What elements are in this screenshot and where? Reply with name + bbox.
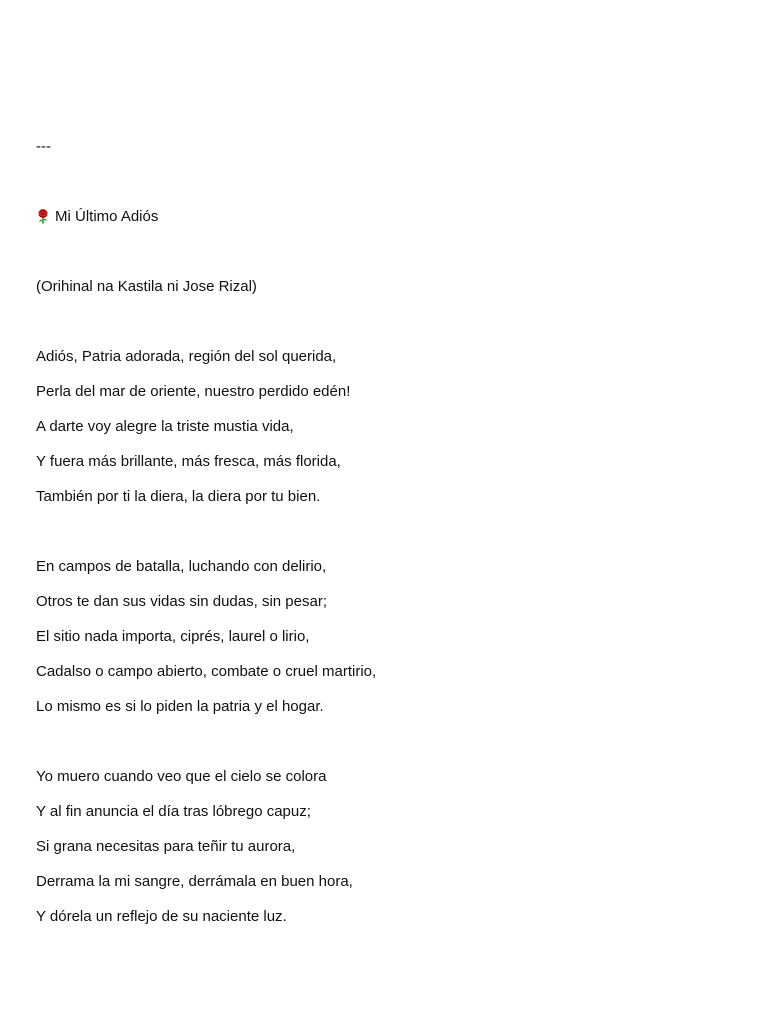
verse-line: Otros te dan sus vidas sin dudas, sin pesar; (36, 593, 327, 610)
verse-line: Derrama la mi sangre, derrámala en buen hora, (36, 873, 353, 890)
spacer (36, 312, 736, 347)
verse-line: Perla del mar de oriente, nuestro perdido edén! (36, 383, 351, 400)
spacer (36, 242, 736, 277)
verse-line: También por ti la diera, la diera por tu bien. (36, 488, 321, 505)
verse-line: Yo muero cuando veo que el cielo se colora (36, 768, 327, 785)
spacer (36, 732, 736, 767)
poem-title-text: Mi Último Adiós (55, 208, 159, 225)
separator: --- (36, 138, 51, 155)
rose-icon (36, 208, 50, 224)
poem-title (36, 207, 736, 242)
document-body (36, 137, 736, 942)
verse-line: Adiós, Patria adorada, región del sol querida, (36, 348, 337, 365)
poem-subtitle: (Orihinal na Kastila ni Jose Rizal) (36, 278, 257, 295)
verse-line: Y fuera más brillante, más fresca, más florida, (36, 453, 341, 470)
verse-line: Si grana necesitas para teñir tu aurora, (36, 838, 296, 855)
verse-line: En campos de batalla, luchando con delirio, (36, 558, 327, 575)
spacer (36, 172, 736, 207)
stanza-3 (36, 767, 736, 942)
verse-line: Lo mismo es si lo piden la patria y el hogar. (36, 698, 324, 715)
verse-line: Y dórela un reflejo de su naciente luz. (36, 908, 287, 925)
verse-line: Y al fin anuncia el día tras lóbrego capuz; (36, 803, 311, 820)
verse-line: A darte voy alegre la triste mustia vida, (36, 418, 294, 435)
stanza-2 (36, 557, 736, 732)
verse-line: El sitio nada importa, ciprés, laurel o lirio, (36, 628, 310, 645)
verse-line: Cadalso o campo abierto, combate o cruel martirio, (36, 663, 377, 680)
stanza-1 (36, 347, 736, 522)
spacer (36, 522, 736, 557)
